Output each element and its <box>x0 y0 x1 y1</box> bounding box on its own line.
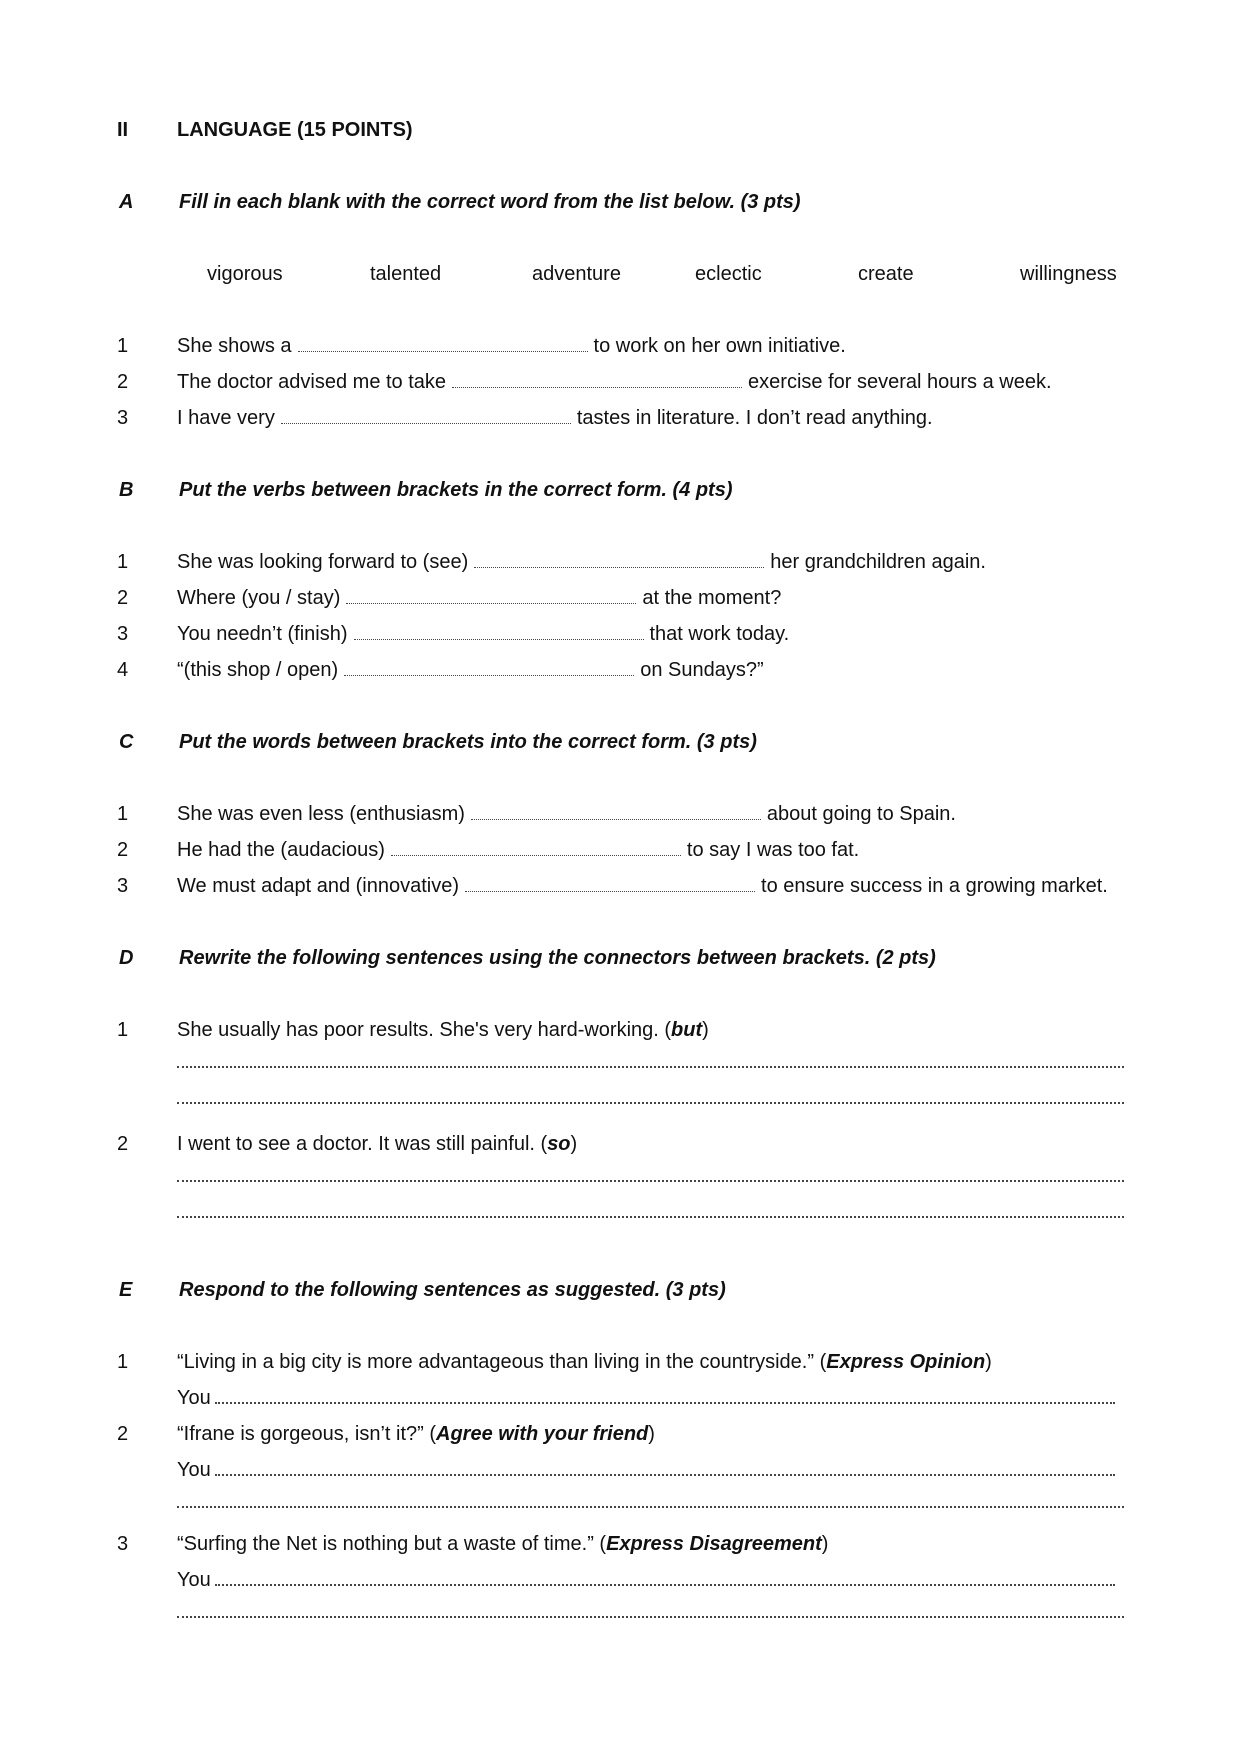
exercise-item <box>0 584 1240 612</box>
answer-blank[interactable] <box>354 625 644 640</box>
item-text <box>177 1348 992 1376</box>
item-text <box>177 404 933 432</box>
answer-line[interactable] <box>177 1202 1124 1218</box>
item-sentence: She usually has poor results. She's very hard-working. ( <box>177 1019 672 1041</box>
word-bank-item: eclectic <box>695 263 762 285</box>
section-title: Rewrite the following sentences using the connectors between brackets. (2 pts) <box>179 947 936 969</box>
item-text <box>177 1130 577 1158</box>
item-close: ) <box>985 1351 992 1373</box>
section-letter: B <box>119 479 134 501</box>
section-e-header <box>0 1276 1240 1304</box>
exercise-item <box>0 836 1240 864</box>
section-title: Put the words between brackets into the correct form. (3 pts) <box>179 731 757 753</box>
exercise-item <box>0 872 1240 900</box>
connector: so <box>547 1133 571 1155</box>
item-text <box>177 656 764 684</box>
item-sentence: I went to see a doctor. It was still painful. ( <box>177 1133 548 1155</box>
item-close: ) <box>821 1533 829 1555</box>
item-text <box>177 872 1108 900</box>
item-number: 3 <box>117 407 129 429</box>
item-quote: “Ifrane is gorgeous, isn’t it?” ( <box>177 1423 436 1445</box>
language-function: Express Disagreement <box>606 1533 822 1555</box>
section-a-header <box>0 188 1240 216</box>
answer-blank[interactable] <box>298 337 588 352</box>
item-quote: “Living in a big city is more advantageous than living in the countryside.” ( <box>177 1351 827 1373</box>
item-text <box>177 1530 828 1558</box>
answer-blank[interactable] <box>346 589 636 604</box>
item-text <box>177 620 789 648</box>
item-after: that work today. <box>649 623 790 645</box>
item-after: on Sundays?” <box>640 659 764 681</box>
item-before: We must adapt and (innovative) <box>177 875 460 897</box>
item-before: The doctor advised me to take <box>177 371 447 393</box>
word-bank-item: willingness <box>1020 263 1117 285</box>
section-d-header <box>0 944 1240 972</box>
item-number: 1 <box>117 1019 129 1041</box>
item-after: about going to Spain. <box>766 803 956 825</box>
item-after: exercise for several hours a week. <box>748 371 1052 393</box>
item-text <box>177 1016 709 1044</box>
word-bank-item: talented <box>370 263 442 285</box>
item-quote: “Surfing the Net is nothing but a waste of time.” ( <box>177 1533 607 1555</box>
item-number: 4 <box>117 659 129 681</box>
item-after: tastes in literature. I don’t read anything. <box>576 407 933 429</box>
item-after: her grandchildren again. <box>770 551 986 573</box>
item-text <box>177 1420 655 1448</box>
section-letter: D <box>119 947 134 969</box>
item-number: 2 <box>117 587 129 609</box>
item-number: 3 <box>117 1533 129 1555</box>
item-text <box>177 800 956 828</box>
answer-line[interactable] <box>177 1166 1124 1182</box>
response-text <box>177 1456 1115 1484</box>
item-before: She was looking forward to (see) <box>177 551 469 573</box>
language-function: Express Opinion <box>826 1351 986 1373</box>
item-close: ) <box>570 1133 578 1155</box>
item-text <box>177 368 1052 396</box>
item-before: “(this shop / open) <box>177 659 339 681</box>
item-number: 1 <box>117 551 129 573</box>
part-title: LANGUAGE (15 POINTS) <box>177 119 413 141</box>
response-item <box>0 1348 1240 1376</box>
answer-line[interactable] <box>215 1570 1115 1586</box>
part-header <box>0 116 1240 144</box>
item-text <box>177 836 859 864</box>
answer-line[interactable] <box>177 1602 1124 1618</box>
answer-blank[interactable] <box>465 877 755 892</box>
exercise-item <box>0 332 1240 360</box>
item-text <box>177 584 781 612</box>
answer-blank[interactable] <box>344 661 634 676</box>
exercise-item <box>0 620 1240 648</box>
word-bank-item: vigorous <box>207 263 283 285</box>
item-number: 2 <box>117 839 129 861</box>
answer-line[interactable] <box>177 1088 1124 1104</box>
item-before: You needn’t (finish) <box>177 623 348 645</box>
item-before: Where (you / stay) <box>177 587 341 609</box>
item-number: 2 <box>117 371 129 393</box>
item-after: to say I was too fat. <box>686 839 860 861</box>
exercise-item <box>0 404 1240 432</box>
section-c-header <box>0 728 1240 756</box>
answer-blank[interactable] <box>452 373 742 388</box>
item-before: I have very <box>177 407 275 429</box>
word-bank-item: adventure <box>532 263 621 285</box>
exercise-item <box>0 656 1240 684</box>
section-title: Fill in each blank with the correct word from the list below. (3 pts) <box>179 191 801 213</box>
item-close: ) <box>648 1423 655 1445</box>
item-before: She was even less (enthusiasm) <box>177 803 465 825</box>
you-label: You <box>177 1387 211 1409</box>
section-title: Put the verbs between brackets in the correct form. (4 pts) <box>179 479 733 501</box>
answer-blank[interactable] <box>474 553 764 568</box>
response-item <box>0 1530 1240 1558</box>
item-number: 2 <box>117 1133 129 1155</box>
item-after: to ensure success in a growing market. <box>761 875 1108 897</box>
part-numeral: II <box>117 119 129 141</box>
language-function: Agree with your friend <box>436 1423 649 1445</box>
exercise-item <box>0 368 1240 396</box>
section-letter: C <box>119 731 134 753</box>
section-letter: E <box>119 1279 133 1301</box>
section-title: Respond to the following sentences as suggested. (3 pts) <box>179 1279 726 1301</box>
rewrite-item <box>0 1016 1240 1044</box>
answer-line[interactable] <box>215 1388 1115 1404</box>
item-after: to work on her own initiative. <box>593 335 846 357</box>
response-text <box>177 1384 1115 1412</box>
answer-blank[interactable] <box>391 841 681 856</box>
item-text <box>177 548 986 576</box>
item-before: She shows a <box>177 335 292 357</box>
response-item <box>0 1420 1240 1448</box>
item-number: 1 <box>117 1351 129 1373</box>
you-label: You <box>177 1569 211 1591</box>
response-line <box>0 1566 1240 1594</box>
answer-line[interactable] <box>215 1460 1115 1476</box>
item-number: 3 <box>117 623 129 645</box>
response-text <box>177 1566 1115 1594</box>
item-number: 2 <box>117 1423 129 1445</box>
item-number: 1 <box>117 335 129 357</box>
response-line <box>0 1384 1240 1412</box>
section-letter: A <box>119 191 134 213</box>
answer-line[interactable] <box>177 1052 1124 1068</box>
word-bank-item: create <box>858 263 914 285</box>
exercise-item <box>0 800 1240 828</box>
word-bank <box>0 260 1240 288</box>
item-close: ) <box>702 1019 709 1041</box>
connector: but <box>671 1019 703 1041</box>
rewrite-item <box>0 1130 1240 1158</box>
item-before: He had the (audacious) <box>177 839 385 861</box>
item-number: 3 <box>117 875 129 897</box>
response-line <box>0 1456 1240 1484</box>
item-number: 1 <box>117 803 129 825</box>
you-label: You <box>177 1459 211 1481</box>
answer-blank[interactable] <box>281 409 571 424</box>
exercise-item <box>0 548 1240 576</box>
section-b-header <box>0 476 1240 504</box>
item-after: at the moment? <box>642 587 782 609</box>
answer-line[interactable] <box>177 1492 1124 1508</box>
item-text <box>177 332 846 360</box>
answer-blank[interactable] <box>471 805 761 820</box>
